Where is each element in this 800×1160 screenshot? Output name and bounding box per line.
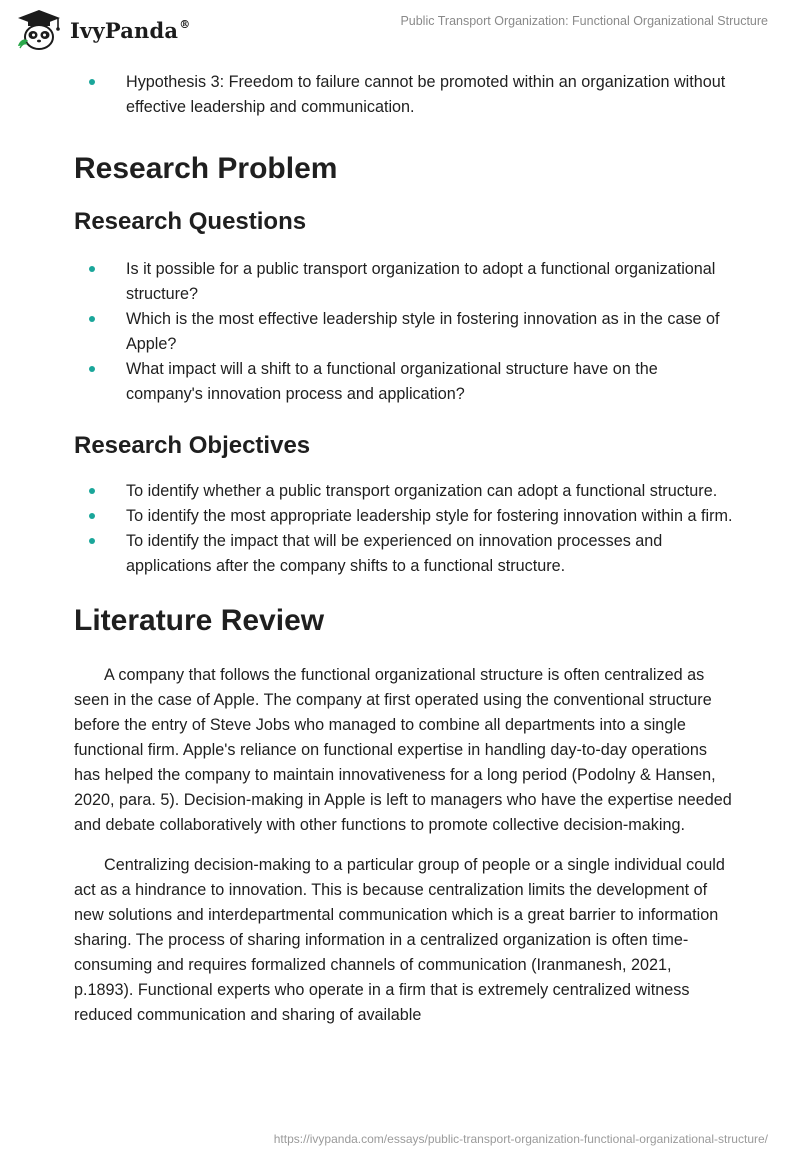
list-item: To identify whether a public transport organization can adopt a functional structure. (74, 479, 734, 504)
list-item: To identify the impact that will be experienced on innovation processes and applications after the company shifts to a functional structure. (74, 529, 734, 579)
bullet-icon (89, 366, 95, 372)
bullet-icon (89, 488, 95, 494)
panda-graduate-icon (14, 8, 64, 52)
bullet-icon (89, 266, 95, 272)
document-title: Public Transport Organization: Functional Organizational Structure (400, 14, 768, 28)
list-item: Is it possible for a public transport organization to adopt a functional organizational structure? (74, 257, 734, 307)
paragraph: A company that follows the functional organizational structure is often centralized as seen in the case of Apple. The company at first operated using the conventional structure before the entry of Steve Jobs who managed to combine all departments into a single functional firm. Apple's reliance on functional expertise in handling day-to-day operations has helped the company to maintain innovativeness for a long period (Podolny & Hansen, 2020, para. 5). Decision-making in Apple is left to managers who have the expertise needed and debate collaboratively with other functions to promote collective decision-making. (74, 666, 732, 834)
list-item: What impact will a shift to a functional organizational structure have on the company's innovation process and application? (74, 357, 734, 407)
bullet-icon (89, 316, 95, 322)
bullet-icon (89, 79, 95, 85)
source-url[interactable]: https://ivypanda.com/essays/public-transport-organization-functional-organizational-structure/ (273, 1132, 768, 1146)
heading-research-questions: Research Questions (74, 208, 307, 235)
logo-text: IvyPanda® (70, 17, 191, 43)
research-questions-list (74, 257, 734, 407)
heading-research-objectives: Research Objectives (74, 432, 311, 459)
list-item: To identify the most appropriate leadership style for fostering innovation within a firm. (74, 504, 734, 529)
hypotheses-list (74, 70, 734, 120)
page-header (0, 0, 800, 64)
heading-research-problem: Research Problem (74, 152, 338, 185)
article-body (74, 70, 734, 1028)
paragraph: Centralizing decision-making to a particular group of people or a single individual could act as a hindrance to innovation. This is because centralization limits the development of new solutions and interdepartmental communication which is a great barrier to information sharing. The process of sharing information in a centralized organization is often time-consuming and requires formalized channels of communication (Iranmanesh, 2021, p.1893). Functional experts who operate in a firm that is extremely centralized witness reduced communication and sharing of available (74, 856, 725, 1024)
bullet-icon (89, 513, 95, 519)
heading-literature-review: Literature Review (74, 604, 325, 637)
research-objectives-list (74, 479, 734, 579)
list-item: Hypothesis 3: Freedom to failure cannot be promoted within an organization without effective leadership and communication. (74, 70, 734, 120)
ivypanda-logo[interactable] (14, 8, 190, 52)
list-item: Which is the most effective leadership style in fostering innovation as in the case of Apple? (74, 307, 734, 357)
bullet-icon (89, 538, 95, 544)
